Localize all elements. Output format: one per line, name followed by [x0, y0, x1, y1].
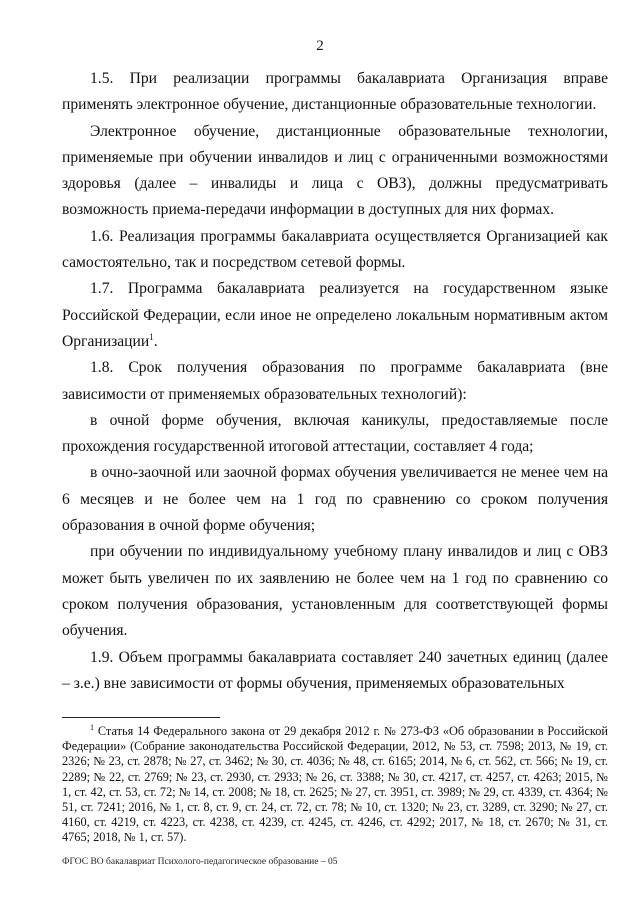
footnote-reference[interactable]: 1 — [149, 331, 154, 342]
document-body — [62, 66, 608, 697]
paragraph-1-8: 1.8. Срок получения образования по программе бакалавриата (вне зависимости от применяемых образовательных технологий): — [62, 359, 608, 403]
page-number: 2 — [316, 38, 324, 54]
paragraph-e-learning: Электронное обучение, дистанционные образовательные технологии, применяемые при обучении инвалидов и лиц с ограниченными возможностями здоровья (далее – инвалиды и лица с ОВЗ), должны предусматривать возможность приема-передачи информации в доступных для них формах. — [62, 122, 608, 219]
paragraph-1-7: 1.7. Программа бакалавриата реализуется на государственном языке Российской Федерации, если иное не определено локальным нормативным актом Организации$^1$. — [62, 280, 608, 350]
paragraph-part-time: в очно-заочной или заочной формах обучения увеличивается не менее чем на 6 месяцев и не более чем на 1 год по сравнению со сроком получения образования в очной форме обучения; — [62, 464, 608, 535]
paragraph-1-6: 1.6. Реализация программы бакалавриата осуществляется Организацией как самостоятельно, так и посредством сетевой формы. — [62, 227, 608, 272]
paragraph-1-7-text: 1.7. Программа бакалавриата реализуется на государственном языке Российской Федерации, если иное не определено локальным нормативным актом Организации — [62, 280, 608, 350]
paragraph-full-time: в очной форме обучения, включая каникулы, предоставляемые после прохождения государственной итоговой аттестации, составляет 4 года; — [62, 411, 608, 456]
footnote-text: Статья 14 Федерального закона от 29 декабря 2012 г. № 273-ФЗ «Об образовании в Российской Федерации» (Собрание законодательства Российской Федерации, 2012, № 53, ст. 7598; 2013, № 19, ст. 2326; № 23, ст. 2878; № 27, ст. 3462; № 30, ст. 4036; № 48, ст. 6165; 2014, № 6, ст. 562, ст. 566; № 19, ст. 2289; № 22, ст. 2769; № 23, ст. 2930, ст. 2933; № 26, ст. 3388; № 30, ст. 4217, ст. 4257, ст. 4263; 2015, № 1, ст. 42, ст. 53, ст. 72; № 14, ст. 2008; № 18, ст. 2625; № 27, ст. 3951, ст. 3989; № 29, ст. 4339, ст. 4364; № 51, ст. 7241; 2016, № 1, ст. 8, ст. 9, ст. 24, ст. 72, ст. 78; № 10, ст. 1320; № 23, ст. 3289, ст. 3290; № 27, ст. 4160, ст. 4219, ст. 4223, ст. 4238, ст. 4239, ст. 4245, ст. 4246, ст. 4292; 2017, № 18, ст. 2670; № 31, ст. 4765; 2018, № 1, ст. 57). — [62, 724, 608, 845]
paragraph-1-5: 1.5. При реализации программы бакалавриата Организация вправе применять электронное обучение, дистанционные образовательные технологии. — [62, 70, 608, 114]
footnote — [62, 724, 608, 846]
paragraph-individual-plan: при обучении по индивидуальному учебному плану инвалидов и лиц с ОВЗ может быть увеличен по их заявлению не более чем на 1 год по сравнению со сроком получения образования, установленным для соответствующей формы обучения. — [62, 543, 608, 640]
footnote-divider — [62, 717, 220, 718]
paragraph-1-9: 1.9. Объем программы бакалавриата составляет 240 зачетных единиц (далее – з.е.) вне зависимости от формы обучения, применяемых образовательных — [62, 648, 608, 692]
page-footer: ФГОС ВО бакалавриат Психолого-педагогическое образование – 05 — [62, 857, 338, 867]
footnote-marker: 1 — [90, 722, 94, 732]
